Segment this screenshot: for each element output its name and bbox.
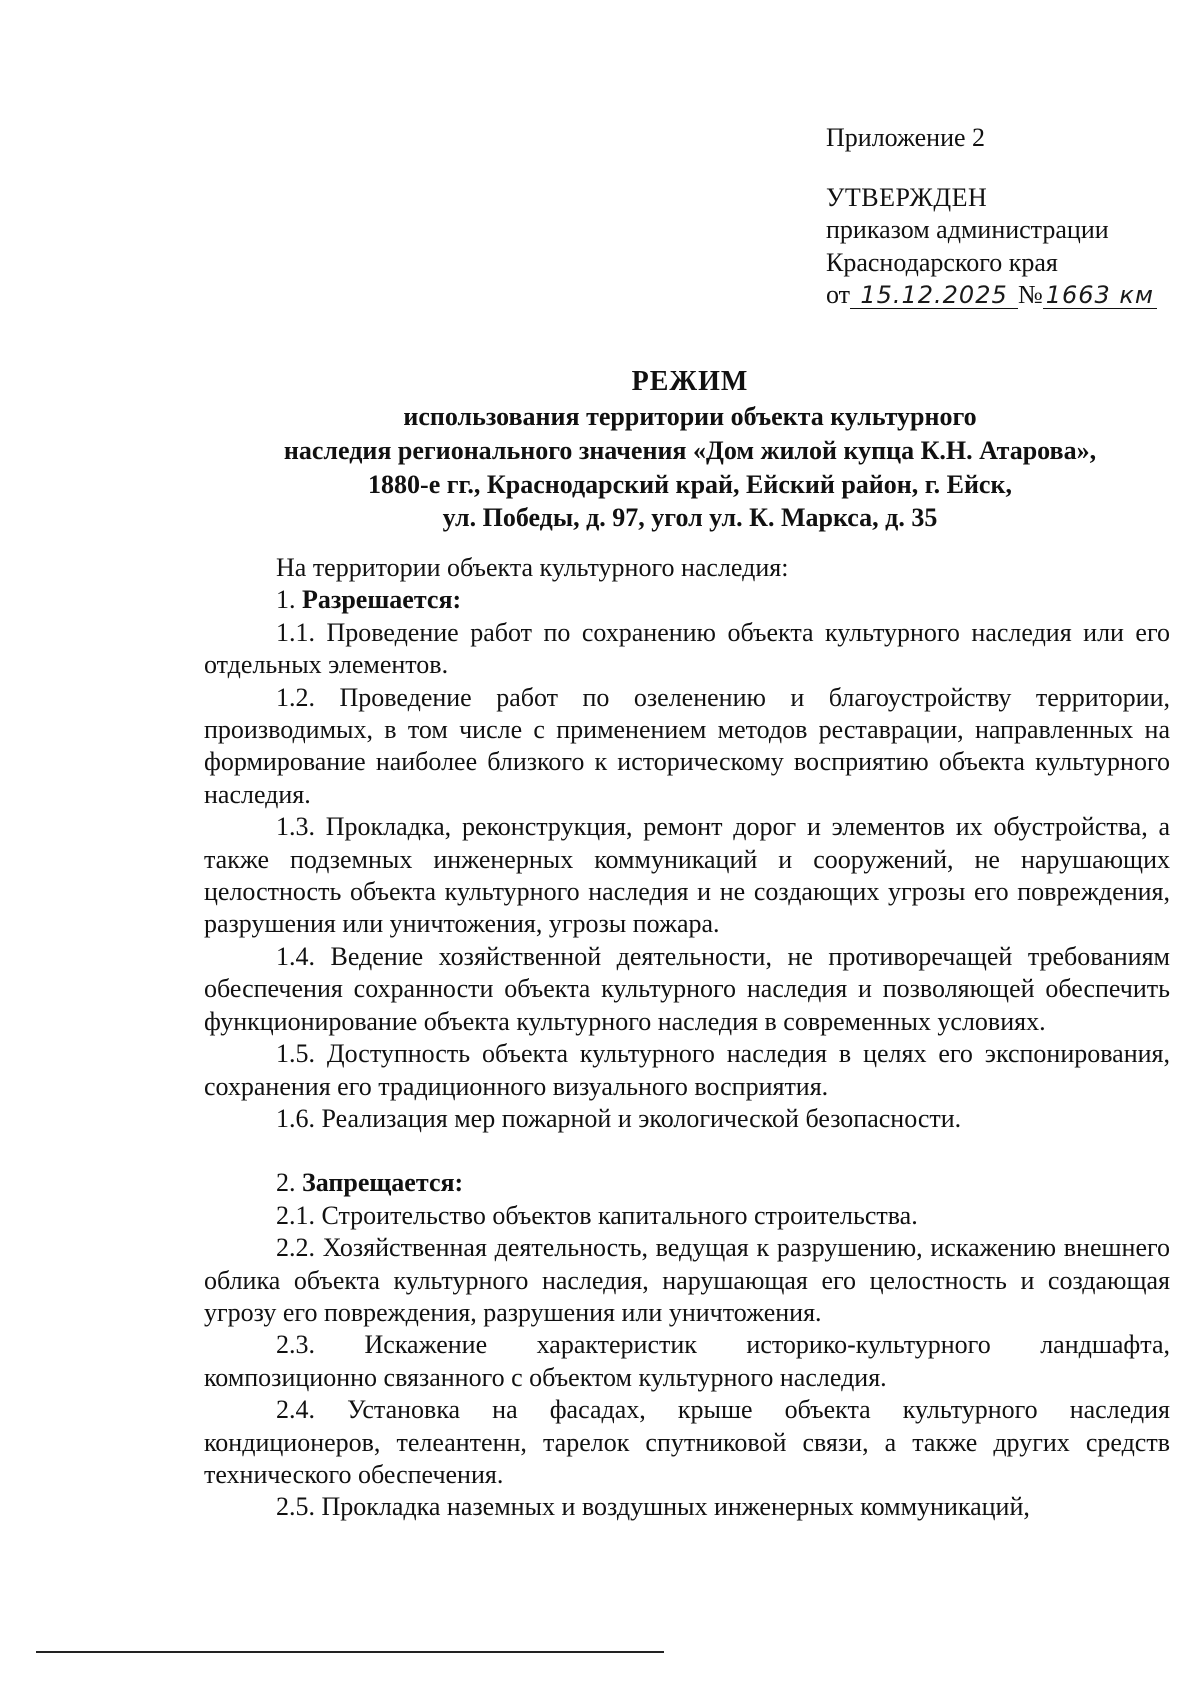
section-2-number: 2. bbox=[276, 1168, 302, 1198]
approval-line-region: Краснодарского края bbox=[826, 247, 1058, 277]
section-2-title: Запрещается: bbox=[302, 1168, 464, 1198]
document-body bbox=[204, 552, 1170, 1524]
section-1-title: Разрешается: bbox=[302, 585, 462, 615]
paragraph-2-5: 2.5. Прокладка наземных и воздушных инженерных коммуникаций, bbox=[276, 1492, 1030, 1522]
approval-block bbox=[826, 122, 1166, 312]
from-prefix: от bbox=[826, 280, 851, 309]
paragraph-2-1: 2.1. Строительство объектов капитального строительства. bbox=[276, 1200, 918, 1230]
intro-paragraph: На территории объекта культурного наследия: bbox=[276, 553, 789, 582]
title-line-4: ул. Победы, д. 97, угол ул. К. Маркса, д. 35 bbox=[442, 503, 938, 533]
paragraph-1-2: 1.2. Проведение работ по озеленению и благоустройству территории, производимых, в том числе с применением методов реставрации, направленных на формирование наиболее близкого к историческому восприятию объекта культурного наследия. bbox=[204, 682, 1170, 809]
order-date-line bbox=[826, 279, 1166, 312]
handwritten-order-number: 1663 км bbox=[1043, 282, 1157, 309]
paragraph-2-4: 2.4. Установка на фасадах, крыше объекта культурного наследия кондиционеров, телеантенн, тарелок спутниковой связи, а также других средств технического обеспечения. bbox=[204, 1395, 1170, 1489]
paragraph-1-1: 1.1. Проведение работ по сохранению объекта культурного наследия или его отдельных элементов. bbox=[204, 617, 1170, 680]
paragraph-1-6: 1.6. Реализация мер пожарной и экологической безопасности. bbox=[276, 1103, 962, 1133]
title-line-1: использования территории объекта культурного bbox=[403, 402, 977, 431]
title-line-2: наследия регионального значения «Дом жилой купца К.Н. Атарова», bbox=[283, 435, 1097, 465]
approved-stamp-text: УТВЕРЖДЕН bbox=[826, 182, 988, 212]
approval-line-order: приказом администрации bbox=[826, 215, 1109, 244]
appendix-label: Приложение 2 bbox=[826, 123, 986, 152]
section-spacer bbox=[204, 1135, 1170, 1167]
title-line-3: 1880-е гг., Краснодарский край, Ейский район, г. Ейск, bbox=[368, 469, 1012, 499]
document-title: РЕЖИМ bbox=[631, 366, 749, 397]
section-1-heading bbox=[204, 584, 1170, 616]
paragraph-1-3: 1.3. Прокладка, реконструкция, ремонт дорог и элементов их обустройства, а также подземных инженерных коммуникаций и сооружений, не нарушающих целостность объекта культурного наследия и не создающих угрозы его повреждения, разрушения или уничтожения, угрозы пожара. bbox=[204, 812, 1170, 939]
paragraph-2-2: 2.2. Хозяйственная деятельность, ведущая к разрушению, искажению внешнего облика объекта культурного наследия, нарушающая его целостность и создающая угрозу его повреждения, разрушения или уничтожения. bbox=[204, 1233, 1170, 1327]
paragraph-2-3: 2.3. Искажение характеристик историко-культурного ландшафта, композиционно связанного с объектом культурного наследия. bbox=[204, 1330, 1170, 1392]
section-2-heading bbox=[204, 1167, 1170, 1199]
paragraph-1-5: 1.5. Доступность объекта культурного наследия в целях его экспонирования, сохранения его традиционного визуального восприятия. bbox=[204, 1039, 1170, 1101]
number-sign: № bbox=[1018, 280, 1043, 309]
section-1-number: 1. bbox=[276, 585, 302, 615]
handwritten-date: 15.12.2025 bbox=[850, 282, 1018, 309]
document-title-block bbox=[200, 364, 1180, 535]
footer-rule bbox=[36, 1651, 664, 1653]
paragraph-1-4: 1.4. Ведение хозяйственной деятельности, не противоречащей требованиям обеспечения сохранности объекта культурного наследия и позволяющей обеспечить функционирование объекта культурного наследия в современных условиях. bbox=[204, 941, 1170, 1036]
